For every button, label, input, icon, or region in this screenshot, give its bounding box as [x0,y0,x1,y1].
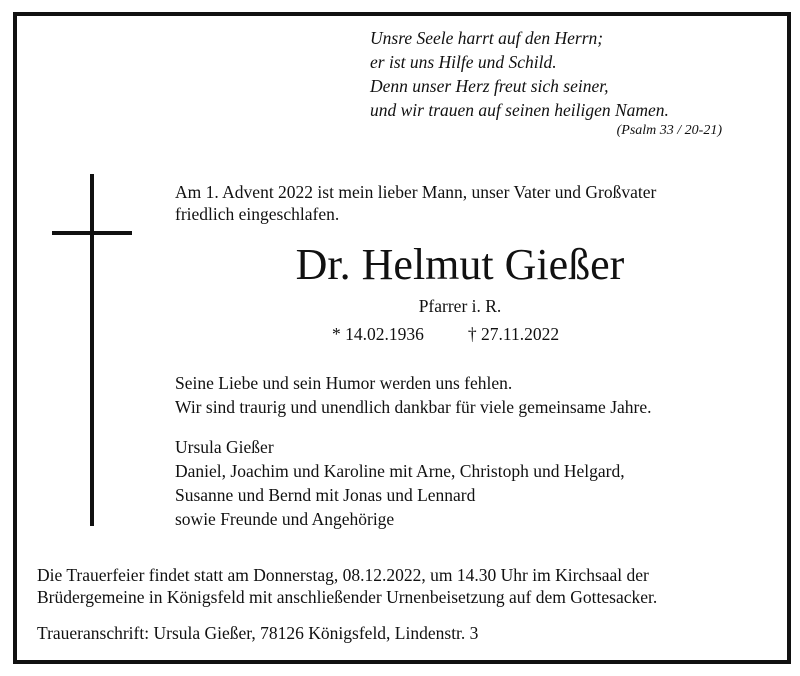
motto-line: er ist uns Hilfe und Schild. [370,52,557,72]
death-date: † 27.11.2022 [467,324,560,344]
funeral-line: Die Trauerfeier findet statt am Donnerstag, 08.12.2022, um 14.30 Uhr im Kirchsaal der [37,565,649,585]
mourning-address: Traueranschrift: Ursula Gießer, 78126 Königsfeld, Lindenstr. 3 [37,623,479,643]
death-announcement [175,181,775,225]
mourner-line: Ursula Gießer [175,437,274,457]
mourner-line: sowie Freunde und Angehörige [175,509,395,529]
motto-line: und wir trauen auf seinen heiligen Namen. [370,100,669,120]
intro-line: friedlich eingeschlafen. [175,204,340,224]
motto-source: (Psalm 33 / 20-21) [616,123,722,138]
funeral-info [37,564,777,608]
deceased-name: Dr. Helmut Gießer [295,240,625,289]
birth-date: * 14.02.1936 [332,324,424,344]
cross-icon-crossbar [52,231,132,235]
mourners-list [175,435,775,531]
tribute-text [175,371,775,419]
funeral-line: Brüdergemeine in Königsfeld mit anschließender Urnenbeisetzung auf dem Gottesacker. [37,587,658,607]
tribute-line: Wir sind traurig und unendlich dankbar für viele gemeinsame Jahre. [175,397,652,417]
tribute-line: Seine Liebe und sein Humor werden uns fehlen. [175,373,513,393]
mourner-line: Susanne und Bernd mit Jonas und Lennard [175,485,476,505]
life-dates [332,323,732,345]
intro-line: Am 1. Advent 2022 ist mein lieber Mann, unser Vater und Großvater [175,182,657,202]
deceased-title: Pfarrer i. R. [418,296,502,316]
psalm-motto [370,26,750,140]
cross-icon [90,174,94,526]
motto-line: Denn unser Herz freut sich seiner, [370,76,609,96]
mourner-line: Daniel, Joachim und Karoline mit Arne, Christoph und Helgard, [175,461,625,481]
motto-line: Unsre Seele harrt auf den Herrn; [370,28,604,48]
